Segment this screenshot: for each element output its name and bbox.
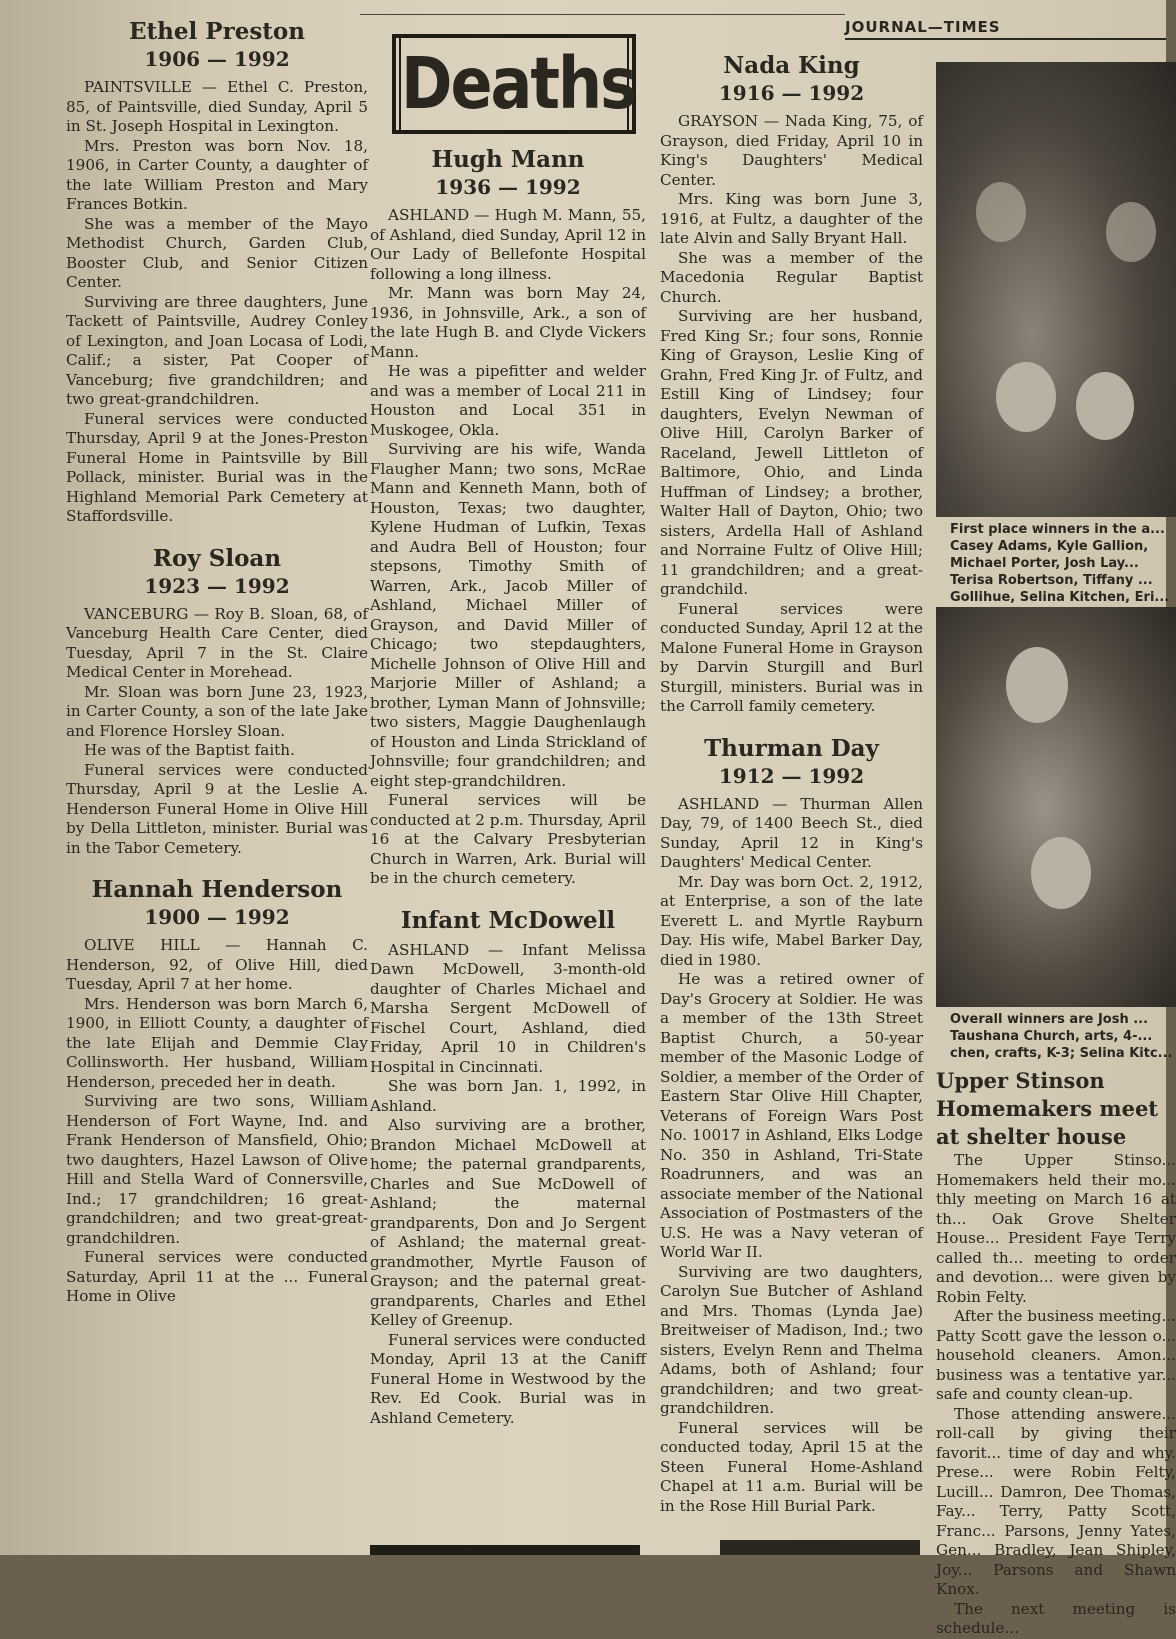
obituary-name: Roy Sloan — [152, 544, 282, 572]
obituary-years: 1923 — 1992 — [144, 573, 290, 598]
obituary-paragraph: He was of the Baptist faith. — [84, 741, 295, 759]
photo-caption: First place winners in the a... Casey Adams, Kyle Gallion, Michael Porter, Josh Lay... Terisa Robertson, Tiffany ... Gollihue, Selina Kitchen, Eri... — [950, 522, 1170, 605]
obituary-paragraph: Surviving are her husband, Fred King Sr.; four sons, Ronnie King of Grayson, Leslie King of Grahn, Fred King Jr. of Fultz, and Estill King of Lindsey; four daughters, Evelyn Newman of Olive Hill, Carolyn Barker of Raceland, Jewell Littleton of Baltimore, Ohio, and Linda Huffman of Lindsey; a brother, Walter Hall of Dayton, Ohio; two sisters, Ardella Hall of Ashland and Norraine Fultz of Olive Hill; 11 grandchildren; and a great-grandchild. — [660, 307, 923, 598]
obituary-paragraph: Mr. Day was born Oct. 2, 1912, at Enterprise, a son of the late Everett L. and Myrtle Rayburn Day. His wife, Mabel Barker Day, died in 1980. — [660, 872, 923, 969]
obituary-paragraph: Funeral services were conducted Monday, April 13 at the Caniff Funeral Home in Westwood by the Rev. Ed Cook. Burial was in Ashland Cemetery. — [370, 1330, 646, 1427]
obituary-years: 1906 — 1992 — [144, 47, 290, 71]
section-title-box — [392, 34, 636, 134]
photo-face — [976, 182, 1026, 242]
obituary-paragraph: Funeral services were conducted Saturday, April 11 at the ... Funeral Home in Olive — [66, 1248, 368, 1305]
article-paragraph: The next meeting is schedule... — [936, 1599, 1176, 1637]
obituary-paragraph: Surviving are his wife, Wanda Flaugher Mann; two sons, McRae Mann and Kenneth Mann, both of Houston, Texas; two daughter, Kylene Hudman of Lufkin, Texas and Audra Bell of Houston; four stepsons, Timothy Smith of Warren, Ark., Jacob Miller of Ashland, Michael Miller of Grayson, and David Miller of Chicago; two stepdaughters, Michelle Johnson of Olive Hill and Marjorie Miller of Ashland; a brother, Lyman Mann of Johnsville; two sisters, Maggie Daughenlaugh of Houston and Linda Strickland of Johnsville; four grandchildren; and eight step-grandchildren. — [370, 440, 646, 790]
obituary-years: 1936 — 1992 — [435, 175, 581, 199]
obituary-paragraph: VANCEBURG — Roy B. Sloan, 68, of Vanceburg Health Care Center, died Tuesday, April 7 in the St. Claire Medical Center in Morehead. — [66, 604, 368, 681]
obituary-years: 1916 — 1992 — [718, 81, 865, 105]
obituary-paragraph: Mrs. Henderson was born March 6, 1900, in Elliott County, a daughter of the late Elijah and Demmie Clay Collinsworth. Her husband, William Henderson, preceded her in death. — [66, 994, 368, 1091]
obituary-paragraph: OLIVE HILL — Hannah C. Henderson, 92, of Olive Hill, died Tuesday, April 7 at her home. — [66, 936, 368, 993]
obituary-name: Hugh Mann — [431, 146, 585, 173]
obituary-name: Thurman Day — [704, 734, 879, 762]
obituary-name: Nada King — [723, 52, 860, 79]
obituary-paragraph: PAINTSVILLE — Ethel C. Preston, 85, of Paintsville, died Sunday, April 5 in St. Joseph Hospital in Lexington. — [66, 78, 368, 135]
photo-caption: Overall winners are Josh ... Taushana Church, arts, 4-... chen, crafts, K-3; Selina Kitc... — [950, 1012, 1173, 1061]
obituary-paragraph: ASHLAND — Thurman Allen Day, 79, of 1400 Beech St., died Sunday, April 12 in King's Daughters' Medical Center. — [660, 794, 923, 871]
obituary-years: 1900 — 1992 — [144, 905, 290, 929]
obituary-paragraph: She was a member of the Macedonia Regular Baptist Church. — [660, 248, 923, 306]
obituary-paragraph: Surviving are two daughters, Carolyn Sue Butcher of Ashland and Mrs. Thomas (Lynda Jae) Breitweiser of Madison, Ind.; two sisters, Evelyn Renn and Thelma Adams, both of Ashland; four grandchildren; and two great-grandchildren. — [660, 1262, 923, 1417]
bottom-rule — [370, 1545, 640, 1555]
article-headline: Upper Stinson Homemakers meet at shelter house — [936, 1068, 1159, 1149]
obituary-paragraph: Funeral services will be conducted at 2 p.m. Thursday, April 16 at the Calvary Presbyterian Church in Warren, Ark. Burial will be in the church cemetery. — [370, 791, 646, 887]
obituary-paragraph: She was born Jan. 1, 1992, in Ashland. — [370, 1077, 646, 1115]
obituary-paragraph: GRAYSON — Nada King, 75, of Grayson, died Friday, April 10 in King's Daughters' Medical Center. — [660, 112, 923, 189]
photo-face — [1106, 202, 1156, 262]
obituary-paragraph: Funeral services were conducted Sunday, April 12 at the Malone Funeral Home in Grayson by Darvin Sturgill and Burl Sturgill, ministers. Burial was in the Carroll family cemetery. — [660, 599, 923, 715]
article-paragraph: The Upper Stinso... Homemakers held their mo... thly meeting on March 16 at th... Oak Grove Shelter House... President Faye Terry called th... meeting to order and devotion... were given by Robin Felty. — [936, 1151, 1176, 1306]
photo-first-place-winners — [936, 62, 1176, 517]
photo-face — [1076, 372, 1134, 440]
obituary-paragraph: Funeral services were conducted Thursday, April 9 at the Jones-Preston Funeral Home in Paintsville by Bill Pollack, minister. Burial was in the Highland Memorial Park Cemetery at Staffordsville. — [66, 409, 368, 525]
article-paragraph: After the business meeting... Patty Scott gave the lesson o... household cleaners. Amon... business was a tentative yar... safe and county clean-up. — [936, 1307, 1176, 1403]
obituary-paragraph: Surviving are two sons, William Henderson of Fort Wayne, Ind. and Frank Henderson of Mansfield, Ohio; two daughters, Hazel Lawson of Olive Hill and Stella Ward of Connersville, Ind.; 17 grandchildren; 16 great-grandchildren; and two great-great-grandchildren. — [66, 1092, 368, 1247]
article-paragraph: Those attending answere... roll-call by giving their favorit... time of day and why. Prese... were Robin Felty, Lucill... Damron, Dee Thomas, Fay... Terry, Patty Scott, Franc... Parsons, Jenny Yates, Gen... Bradley, Jean Shipley, Joy... Parsons and Shawn Knox. — [936, 1404, 1176, 1598]
masthead: JOURNAL—TIMES — [845, 18, 1166, 40]
column-4 — [936, 14, 1176, 1639]
photo-face — [1031, 837, 1091, 909]
obituary-paragraph: Mr. Sloan was born June 23, 1923, in Carter County, a son of the late Jake and Florence Horsley Sloan. — [66, 682, 368, 740]
obituary-paragraph: Surviving are three daughters, June Tackett of Paintsville, Audrey Conley of Lexington, and Joan Locasa of Lodi, Calif.; a sister, Pat Cooper of Vanceburg; five grandchildren; and two great-grandchildren. — [66, 292, 368, 408]
obituary-paragraph: Funeral services were conducted Thursday, April 9 at the Leslie A. Henderson Funeral Home in Olive Hill by Della Littleton, minister. Burial was in the Tabor Cemetery. — [66, 760, 368, 857]
obituary-paragraph: Funeral services will be conducted today, April 15 at the Steen Funeral Home-Ashland Chapel at 11 a.m. Burial will be in the Rose Hill Burial Park. — [660, 1418, 923, 1515]
obituary-name: Infant McDowell — [400, 906, 616, 934]
obituary-paragraph: Mrs. Preston was born Nov. 18, 1906, in Carter County, a daughter of the late William Preston and Mary Frances Botkin. — [66, 136, 368, 213]
bottom-ad-edge — [720, 1540, 920, 1555]
column-3 — [660, 14, 923, 1516]
photo-face — [996, 362, 1056, 432]
column-2 — [370, 14, 646, 1428]
photo-face — [1006, 647, 1068, 723]
obituary-paragraph: He was a retired owner of Day's Grocery at Soldier. He was a member of the 13th Street Baptist Church, a 50-year member of the Masonic Lodge of Soldier, a member of the Order of Eastern Star Olive Hill Chapter, Veterans of Foreign Wars Post No. 10017 in Ashland, Elks Lodge No. 350 in Ashland, Tri-State Roadrunners, and was an associate member of the National Association of Postmasters of the U.S. He was a Navy veteran of World War II. — [660, 970, 923, 1261]
obituary-paragraph: ASHLAND — Infant Melissa Dawn McDowell, 3-month-old daughter of Charles Michael and Marsha Sergent McDowell of Fischel Court, Ashland, died Friday, April 10 in Children's Hospital in Cincinnati. — [370, 940, 646, 1076]
obituary-paragraph: He was a pipefitter and welder and was a member of Local 211 in Houston and Local 351 in Muskogee, Okla. — [370, 362, 646, 439]
obituary-paragraph: Also surviving are a brother, Brandon Michael McDowell at home; the paternal grandparents, Charles and Sue McDowell of Ashland; the maternal grandparents, Don and Jo Sergent of Ashland; the maternal great-grandmother, Myrtle Fauson of Grayson; and the paternal great-grandparents, Charles and Ethel Kelley of Greenup. — [370, 1116, 646, 1329]
obituary-paragraph: Mr. Mann was born May 24, 1936, in Johnsville, Ark., a son of the late Hugh B. and Clyde Vickers Mann. — [370, 284, 646, 361]
obituary-name: Ethel Preston — [129, 18, 305, 45]
obituary-paragraph: She was a member of the Mayo Methodist Church, Garden Club, Booster Club, and Senior Citizen Center. — [66, 214, 368, 291]
obituary-years: 1912 — 1992 — [718, 763, 865, 788]
obituary-name: Hannah Henderson — [91, 876, 343, 903]
photo-overall-winners — [936, 607, 1176, 1007]
column-1 — [66, 14, 368, 1307]
obituary-paragraph: Mrs. King was born June 3, 1916, at Fultz, a daughter of the late Alvin and Sally Bryant Hall. — [660, 190, 923, 247]
section-title: Deaths — [399, 35, 629, 134]
obituary-paragraph: ASHLAND — Hugh M. Mann, 55, of Ashland, died Sunday, April 12 in Our Lady of Bellefonte Hospital following a long illness. — [370, 206, 646, 283]
